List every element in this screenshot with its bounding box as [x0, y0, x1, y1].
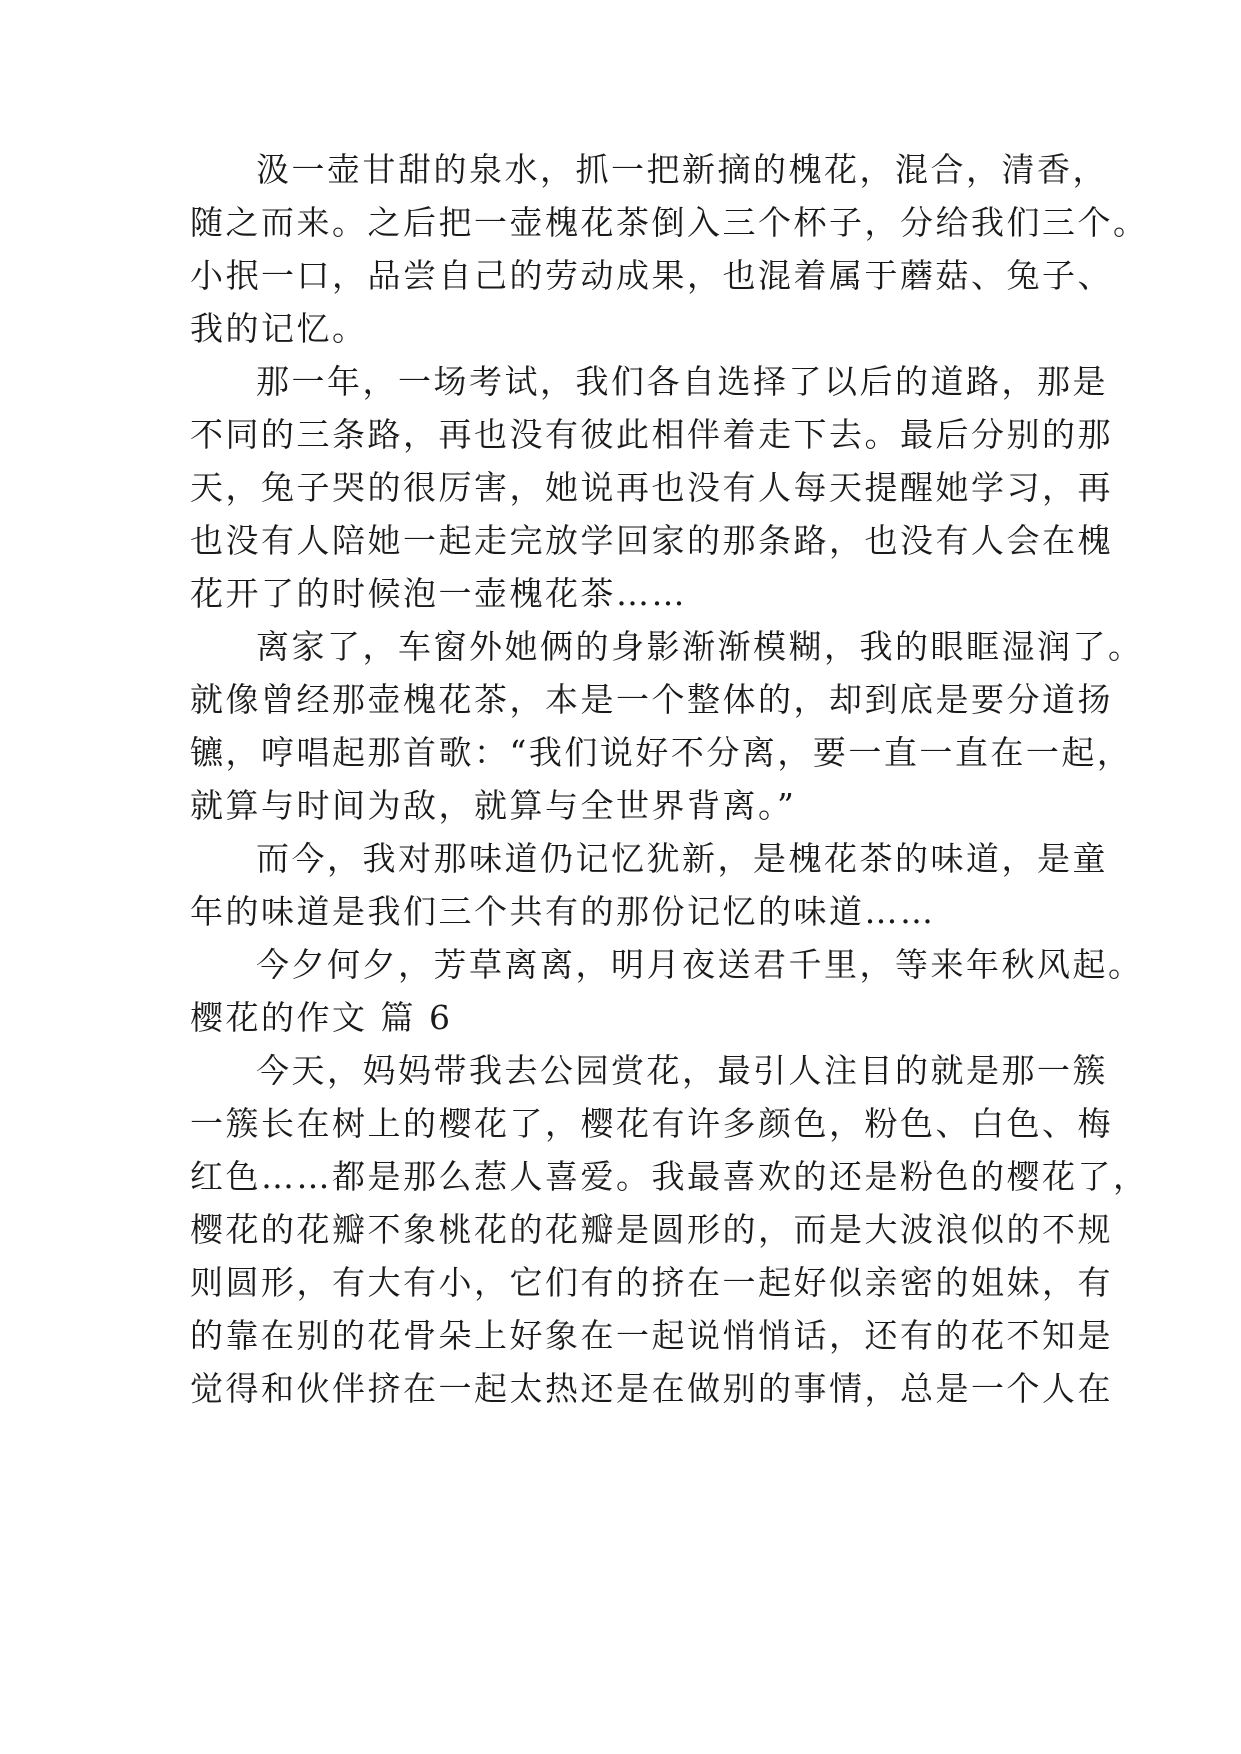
- text-line: 随之而来。之后把一壶槐花茶倒入三个杯子，分给我们三个。: [190, 203, 1149, 242]
- text-line: 我的记忆。: [190, 309, 368, 348]
- text-line: 花开了的时候泡一壶槐花茶……: [190, 574, 687, 613]
- text-line: 就像曾经那壶槐花茶，本是一个整体的，却到底是要分道扬: [190, 680, 1113, 719]
- text-line: 红色……都是那么惹人喜爱。我最喜欢的还是粉色的樱花了，: [190, 1157, 1149, 1196]
- text-line: 汲一壶甘甜的泉水，抓一把新摘的槐花，混合，清香，: [256, 150, 1108, 189]
- text-line: 不同的三条路，再也没有彼此相伴着走下去。最后分别的那: [190, 415, 1113, 454]
- text-line: 今天，妈妈带我去公园赏花，最引人注目的就是那一簇: [256, 1051, 1108, 1090]
- text-line: 的靠在别的花骨朵上好象在一起说悄悄话，还有的花不知是: [190, 1316, 1113, 1355]
- text-line: 就算与时间为敌，就算与全世界背离。”: [190, 786, 797, 825]
- text-line: 觉得和伙伴挤在一起太热还是在做别的事情，总是一个人在: [190, 1369, 1113, 1408]
- text-line: 樱花的花瓣不象桃花的花瓣是圆形的，而是大波浪似的不规: [190, 1210, 1113, 1249]
- text-line: 年的味道是我们三个共有的那份记忆的味道……: [190, 892, 936, 931]
- text-line: 离家了，车窗外她俩的身影渐渐模糊，我的眼眶湿润了。: [256, 627, 1144, 666]
- text-line: 小抿一口，品尝自己的劳动成果，也混着属于蘑菇、兔子、: [190, 256, 1113, 295]
- text-line: 则圆形，有大有小，它们有的挤在一起好似亲密的姐妹，有: [190, 1263, 1113, 1302]
- text-line: 也没有人陪她一起走完放学回家的那条路，也没有人会在槐: [190, 521, 1113, 560]
- text-line: 一簇长在树上的樱花了，樱花有许多颜色，粉色、白色、梅: [190, 1104, 1113, 1143]
- text-line: 镳，哼唱起那首歌：“我们说好不分离，要一直一直在一起，: [190, 733, 1133, 772]
- text-line: 而今，我对那味道仍记忆犹新，是槐花茶的味道，是童: [256, 839, 1108, 878]
- text-line: 天，兔子哭的很厉害，她说再也没有人每天提醒她学习，再: [190, 468, 1113, 507]
- text-line: 那一年，一场考试，我们各自选择了以后的道路，那是: [256, 362, 1108, 401]
- section-heading: 樱花的作文 篇 6: [190, 998, 453, 1037]
- text-line: 今夕何夕，芳草离离，明月夜送君千里，等来年秋风起。: [256, 945, 1144, 984]
